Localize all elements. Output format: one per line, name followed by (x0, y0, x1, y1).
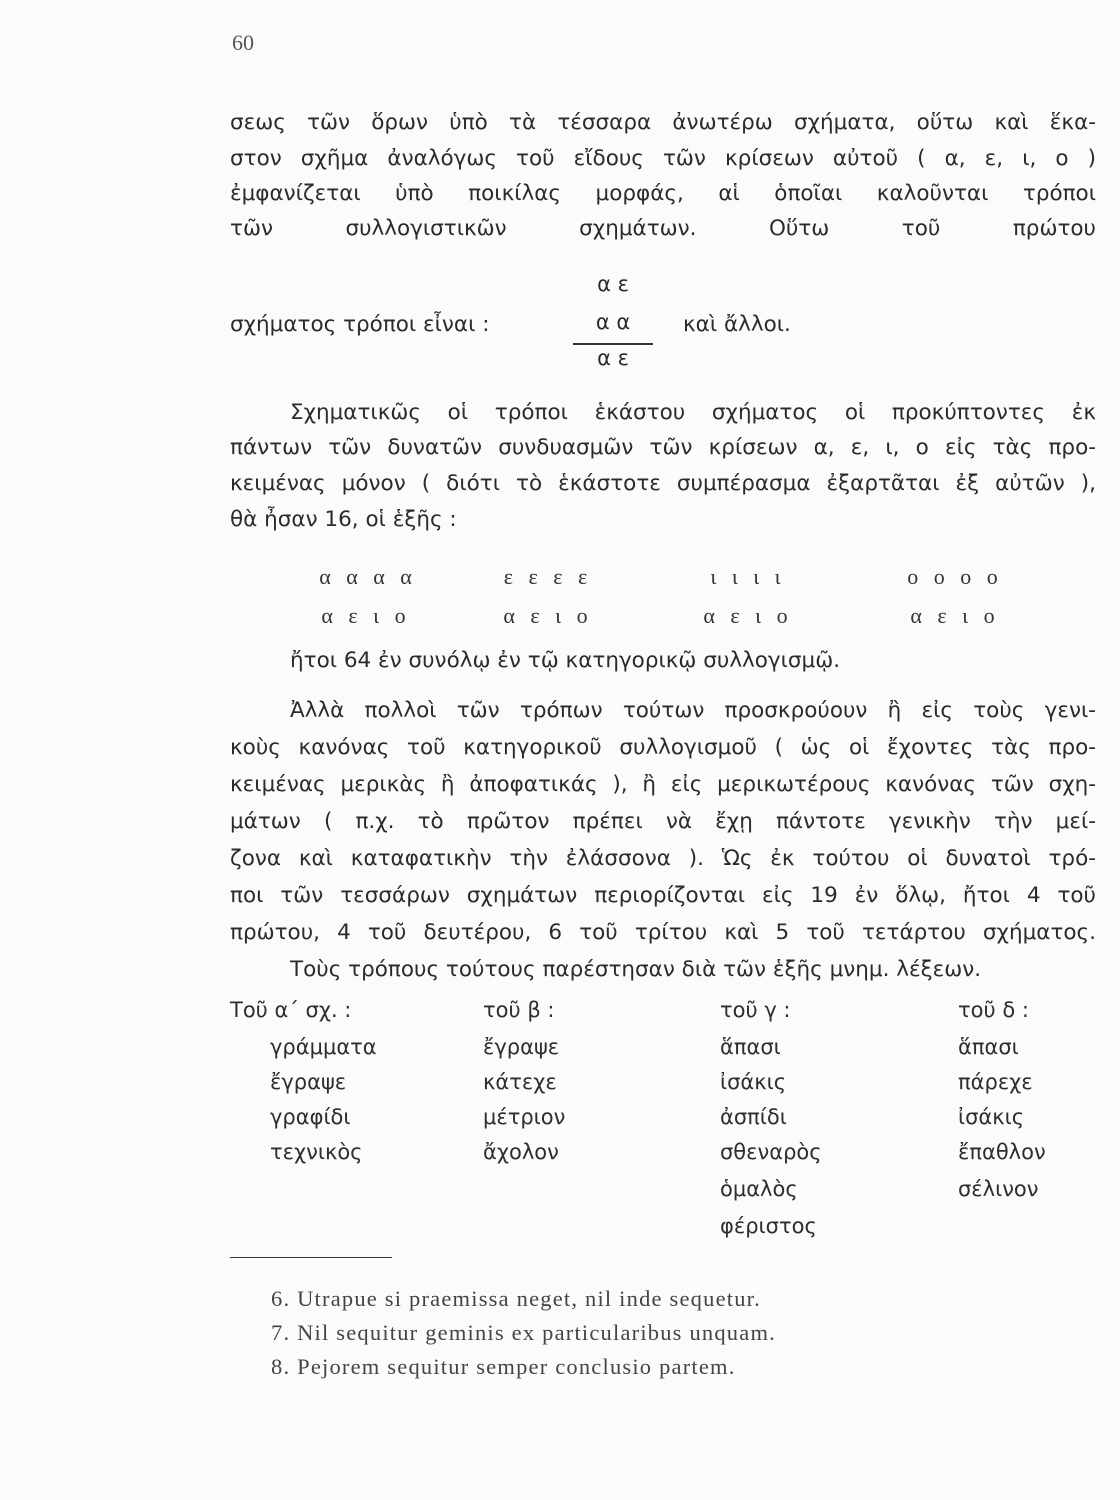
combination-bottom: α ε ι ο (503, 603, 593, 628)
paragraph-line: πρώτου, 4 τοῦ δευτέρου, 6 τοῦ τρίτου καὶ 5 τοῦ τετάρτου σχήματος. (230, 920, 1096, 945)
combination-bottom: α ε ι ο (703, 603, 793, 628)
combination-top: ι ι ι ι (710, 564, 786, 589)
footnote: 6. Utrapue si praemissa neget, nil inde sequetur. (271, 1286, 761, 1311)
footnote-rule (230, 1257, 392, 1258)
combination-top: α α α α (319, 564, 417, 589)
total-line: ἤτοι 64 ἐν συνόλῳ ἐν τῷ κατηγορικῷ συλλογισμῷ. (290, 648, 841, 673)
mnemonic-word: φέριστος (720, 1214, 817, 1238)
paragraph-line: μάτων ( π.χ. τὸ πρῶτον πρέπει νὰ ἔχῃ πάντοτε γενικὴν τὴν μεί- (230, 809, 1096, 834)
mnemonic-word: ἰσάκις (720, 1070, 787, 1094)
column-heading: Τοῦ α΄ σχ. : (230, 998, 352, 1022)
paragraph-line: πάντων τῶν δυνατῶν συνδυασμῶν τῶν κρίσεων α, ε, ι, ο εἰς τὰς προ- (230, 435, 1096, 460)
column-heading: τοῦ δ : (958, 998, 1029, 1022)
mnemonic-word: σέλινον (958, 1177, 1039, 1201)
paragraph-line: σεως τῶν ὅρων ὑπὸ τὰ τέσσαρα ἀνωτέρω σχήματα, οὕτω καὶ ἕκα- (230, 110, 1096, 135)
mnemonic-word: ἔπαθλον (958, 1140, 1046, 1164)
combination-bottom: α ε ι ο (910, 603, 1000, 628)
mnemonic-word: τεχνικὸς (270, 1140, 363, 1164)
paragraph-line: θὰ ἦσαν 16, οἱ ἑξῆς : (230, 507, 457, 532)
mnemonic-word: ἔγραψε (270, 1070, 347, 1094)
mnemonic-word: ὁμαλὸς (720, 1177, 798, 1201)
mnemonic-word: γράμματα (270, 1035, 377, 1059)
page-number: 60 (232, 30, 254, 55)
combination-top: ε ε ε ε (503, 564, 593, 589)
paragraph-line: Τοὺς τρόπους τούτους παρέστησαν διὰ τῶν ἑξῆς μνημ. λέξεων. (290, 957, 982, 982)
column-heading: τοῦ β : (483, 998, 555, 1022)
modes-trailing-text: καὶ ἄλλοι. (683, 312, 791, 337)
paragraph-line: ζονα καὶ καταφατικὴν τὴν ἐλάσσονα ). Ὡς ἐκ τούτου οἱ δυνατοὶ τρό- (230, 846, 1096, 871)
paragraph-line: κειμένας μερικὰς ἢ ἀποφατικάς ), ἢ εἰς μερικωτέρους κανόνας τῶν σχη- (230, 772, 1096, 797)
mnemonic-word: πάρεχε (958, 1070, 1033, 1094)
mode-middle: α α (595, 310, 631, 334)
mnemonic-word: κάτεχε (483, 1070, 557, 1094)
mnemonic-word: ἅπασι (958, 1035, 1019, 1059)
mnemonic-word: μέτριον (483, 1105, 566, 1129)
mnemonic-word: ἀσπίδι (720, 1105, 787, 1129)
paragraph-line: ἐμφανίζεται ὑπὸ ποικίλας μορφάς, αἱ ὁποῖαι καλοῦνται τρόποι (230, 181, 1096, 206)
column-heading: τοῦ γ : (720, 998, 791, 1022)
paragraph-line: Σχηματικῶς οἱ τρόποι ἑκάστου σχήματος οἱ προκύπτοντες ἐκ (290, 400, 1096, 425)
paragraph-line: κειμένας μόνον ( διότι τὸ ἑκάστοτε συμπέρασμα ἐξαρτᾶται ἐξ αὐτῶν ), (230, 471, 1096, 496)
paragraph-line: Ἀλλὰ πολλοὶ τῶν τρόπων τούτων προσκρούουν ἢ εἰς τοὺς γενι- (290, 698, 1096, 723)
mnemonic-word: σθεναρὸς (720, 1140, 822, 1164)
mode-top: α ε (597, 272, 629, 296)
paragraph-line: ποι τῶν τεσσάρων σχημάτων περιορίζονται εἰς 19 ἐν ὅλῳ, ἤτοι 4 τοῦ (230, 883, 1096, 908)
mode-fraction-line (573, 343, 653, 345)
mnemonic-word: ἅπασι (720, 1035, 781, 1059)
modes-lead-text: σχήματος τρόποι εἶναι : (230, 312, 490, 337)
paragraph-line: κοὺς κανόνας τοῦ κατηγορικοῦ συλλογισμοῦ ( ὡς οἱ ἔχοντες τὰς προ- (230, 735, 1096, 760)
paragraph-line: στον σχῆμα ἀναλόγως τοῦ εἴδους τῶν κρίσεων αὐτοῦ ( α, ε, ι, ο ) (230, 146, 1096, 171)
mode-bottom: α ε (597, 346, 629, 370)
combination-bottom: α ε ι ο (321, 603, 411, 628)
mnemonic-word: ἰσάκις (958, 1105, 1025, 1129)
mnemonic-word: ἔγραψε (483, 1035, 560, 1059)
footnote: 8. Pejorem sequitur semper conclusio partem. (271, 1354, 736, 1379)
footnote: 7. Nil sequitur geminis ex particularibus unquam. (271, 1320, 776, 1345)
combination-top: ο ο ο ο (907, 564, 1003, 589)
mnemonic-word: ἄχολον (483, 1140, 559, 1164)
paragraph-line: τῶν συλλογιστικῶν σχημάτων. Οὕτω τοῦ πρώτου (230, 216, 1096, 241)
mnemonic-word: γραφίδι (270, 1105, 351, 1129)
